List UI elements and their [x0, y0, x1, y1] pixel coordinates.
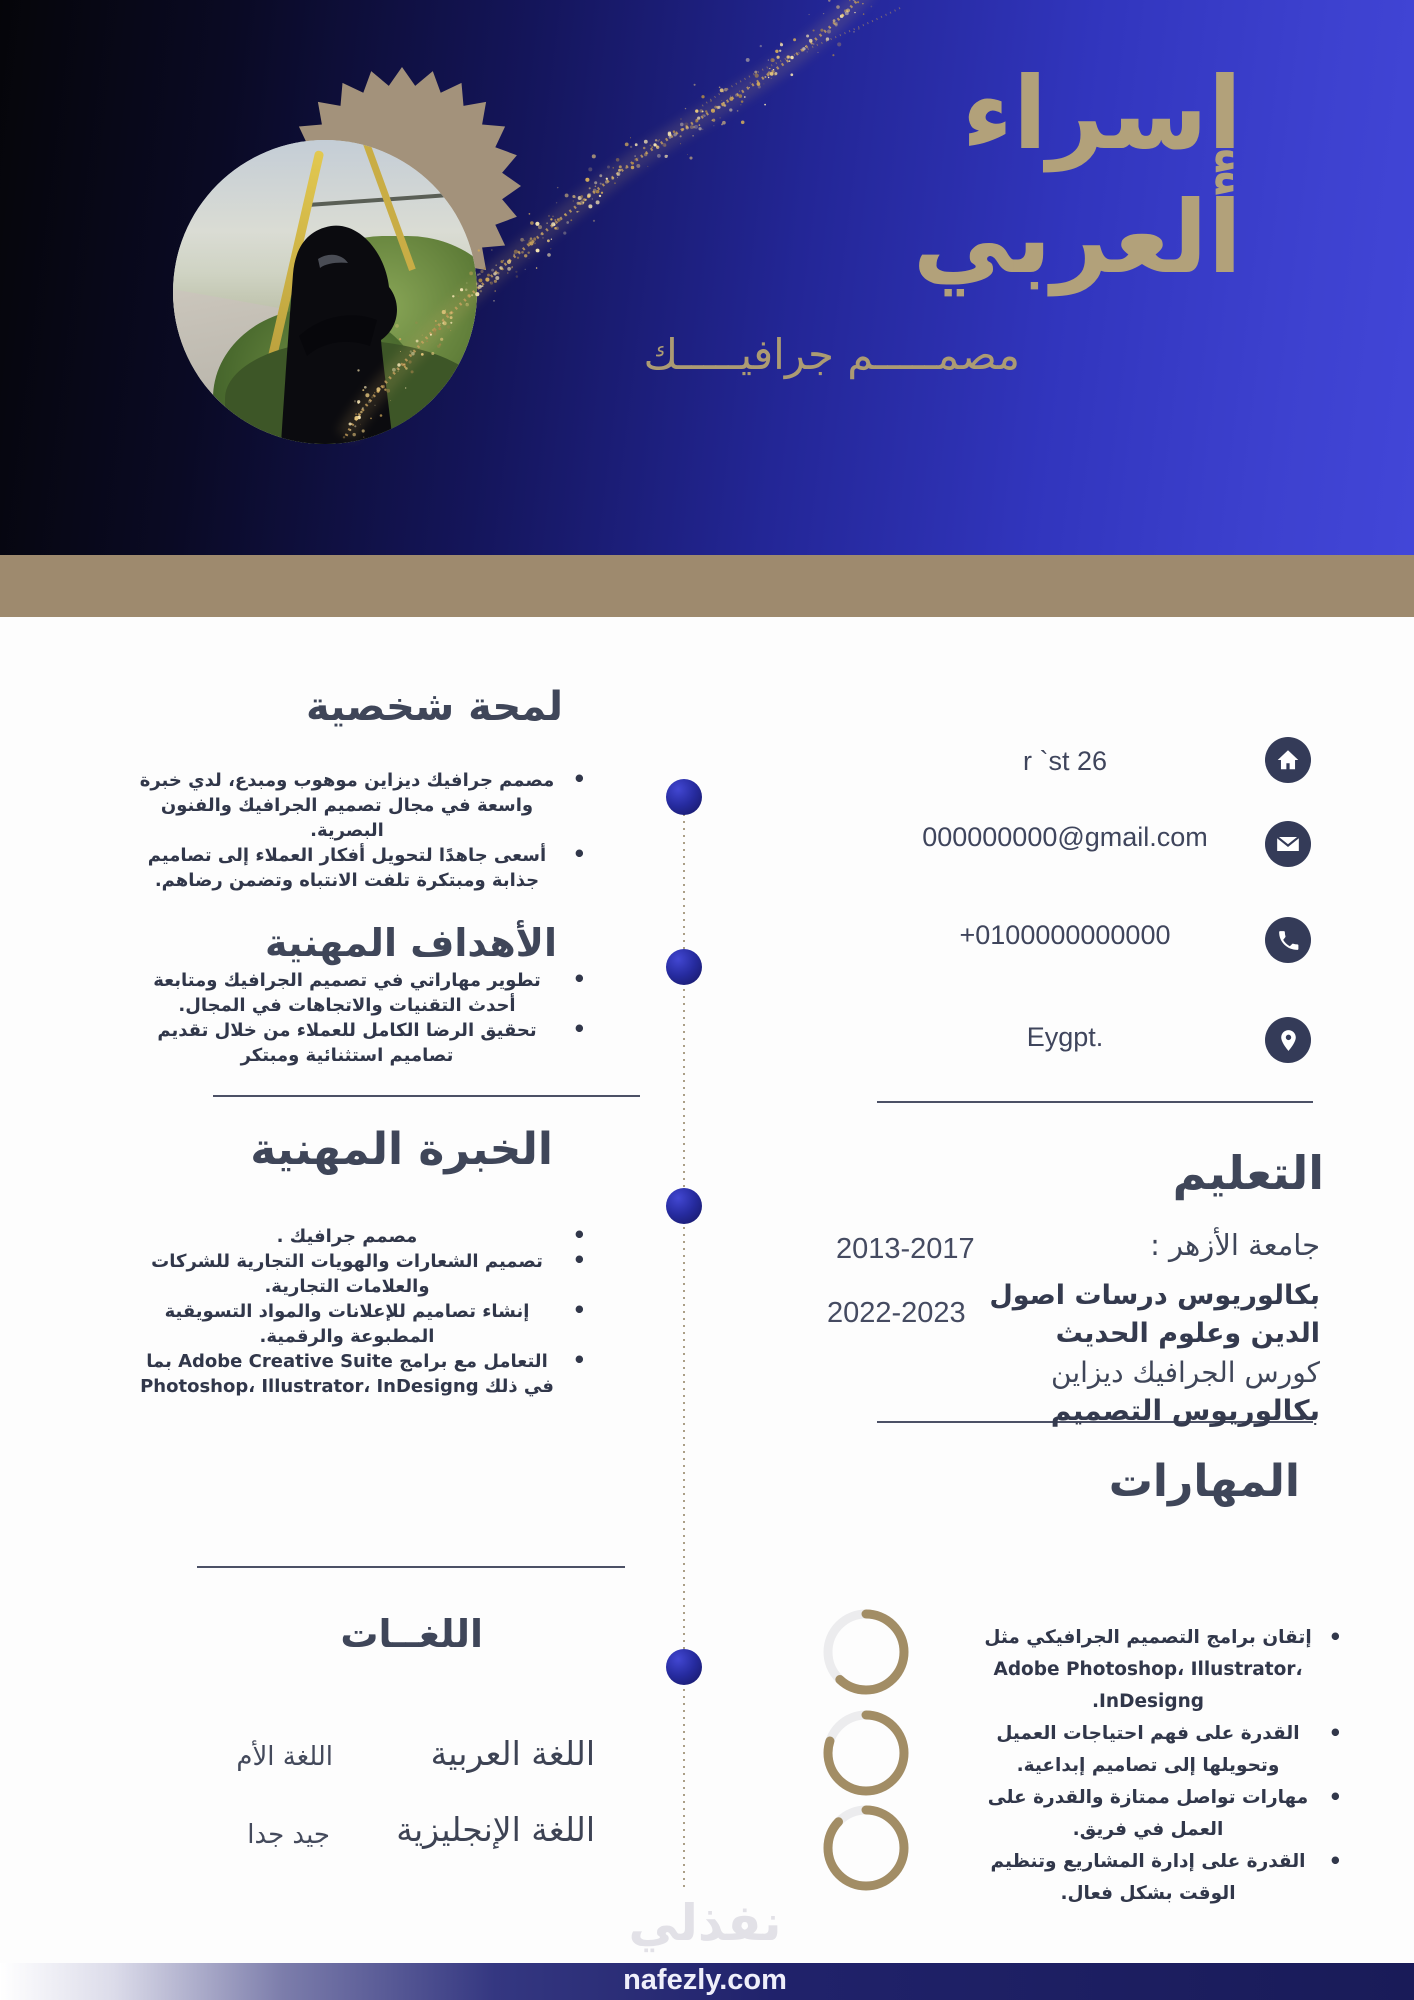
education-dates-1: 2013-2017: [836, 1233, 975, 1265]
skills-list: [978, 1622, 1318, 1910]
language-level: اللغة الأم: [236, 1742, 333, 1772]
list-item: • القدرة على فهم احتياجات العميل وتحويلها إلى تصاميم إبداعية.: [978, 1718, 1318, 1782]
list-item: • إنشاء تصاميم للإعلانات والمواد التسويقية المطبوعة والرقمية.: [132, 1299, 562, 1349]
education-dates-2: 2022-2023: [827, 1297, 966, 1329]
list-item: • التعامل مع برامج Adobe Creative Suite بما في ذلك Photoshop، Illustrator، InDesigng: [132, 1349, 562, 1399]
list-item: • القدرة على إدارة المشاريع وتنظيم الوقت بشكل فعال.: [978, 1846, 1318, 1910]
skill-progress-ring: [816, 1602, 916, 1702]
phone-icon: [1265, 917, 1311, 963]
section-title-objectives: الأهداف المهنية: [265, 921, 557, 965]
skill-progress-ring: [816, 1798, 916, 1898]
language-name: اللغة الإنجليزية: [396, 1810, 595, 1849]
education-school: جامعة الأزهر :: [1150, 1228, 1320, 1262]
timeline-dot: [666, 779, 702, 815]
mail-icon: [1265, 821, 1311, 867]
section-title-education: التعليم: [1172, 1146, 1324, 1200]
list-item: • مصمم جرافيك ديزاين موهوب ومبدع، لدي خبرة واسعة في مجال تصميم الجرافيك والفنون البصرية.: [132, 768, 562, 843]
location-icon: [1265, 1017, 1311, 1063]
list-item: • تحقيق الرضا الكامل للعملاء من خلال تقديم تصاميم استثنائية ومبتكر: [132, 1018, 562, 1068]
list-item: • مهارات تواصل ممتازة والقدرة على العمل في فريق.: [978, 1782, 1318, 1846]
contact-email: 000000000@gmail.com: [922, 822, 1208, 852]
divider-under-objectives: [213, 1095, 640, 1097]
education-course: كورس الجرافيك ديزاين: [1051, 1356, 1320, 1389]
section-title-experience: الخبرة المهنية: [250, 1124, 553, 1175]
section-title-languages: اللغــات: [340, 1612, 483, 1656]
timeline-dot: [666, 1649, 702, 1685]
language-level: جيد جدا: [247, 1820, 330, 1850]
name-line-2: ألعربي: [912, 179, 1242, 296]
tan-divider-bar: [0, 555, 1414, 617]
name-line-1: إسراء: [961, 55, 1242, 172]
photo-person-silhouette: [173, 140, 477, 444]
watermark-site: nafezly.com: [623, 1964, 787, 1996]
timeline-dot: [666, 1188, 702, 1224]
job-title: مصمـــــم جرافيـــــك: [643, 330, 1020, 379]
contact-phone: +0100000000000: [959, 920, 1171, 950]
contact-location: Eygpt.: [1026, 1022, 1104, 1052]
education-degree-line: بكالوريوس درسات اصول: [989, 1280, 1320, 1311]
contact-address: r `st 26: [1022, 746, 1108, 776]
education-degree-line: الدين وعلوم الحديث: [1055, 1318, 1320, 1349]
watermark-logo: نفذلي: [628, 1894, 782, 1952]
divider-above-languages: [197, 1566, 625, 1568]
timeline-dot: [666, 949, 702, 985]
list-item: • أسعى جاهدًا لتحويل أفكار العملاء إلى تصاميم جذابة ومبتكرة تلفت الانتباه وتضمن رضاهم.: [132, 843, 562, 893]
list-item: • تصميم الشعارات والهويات التجارية للشركات والعلامات التجارية.: [132, 1249, 562, 1299]
objectives-list: [132, 968, 562, 1068]
name-block: [913, 52, 1242, 300]
divider-under-contact: [877, 1101, 1313, 1103]
experience-list: [132, 1224, 562, 1399]
header: [0, 0, 1414, 555]
list-item: • مصمم جرافيك .: [132, 1224, 562, 1249]
list-item: • تطوير مهاراتي في تصميم الجرافيك ومتابعة أحدث التقنيات والاتجاهات في المجال.: [132, 968, 562, 1018]
list-item: • إتقان برامج التصميم الجرافيكي مثل Adobe Photoshop، Illustrator، InDesigng.: [978, 1622, 1318, 1718]
skill-progress-ring: [816, 1703, 916, 1803]
education-degree-2: بكالوريوس التصميم: [1050, 1394, 1320, 1427]
language-name: اللغة العربية: [430, 1734, 595, 1773]
home-icon: [1265, 737, 1311, 783]
section-title-profile: لمحة شخصية: [305, 684, 563, 730]
profile-list: [132, 768, 562, 893]
profile-photo: [173, 140, 477, 444]
section-title-skills: المهارات: [1108, 1456, 1300, 1507]
